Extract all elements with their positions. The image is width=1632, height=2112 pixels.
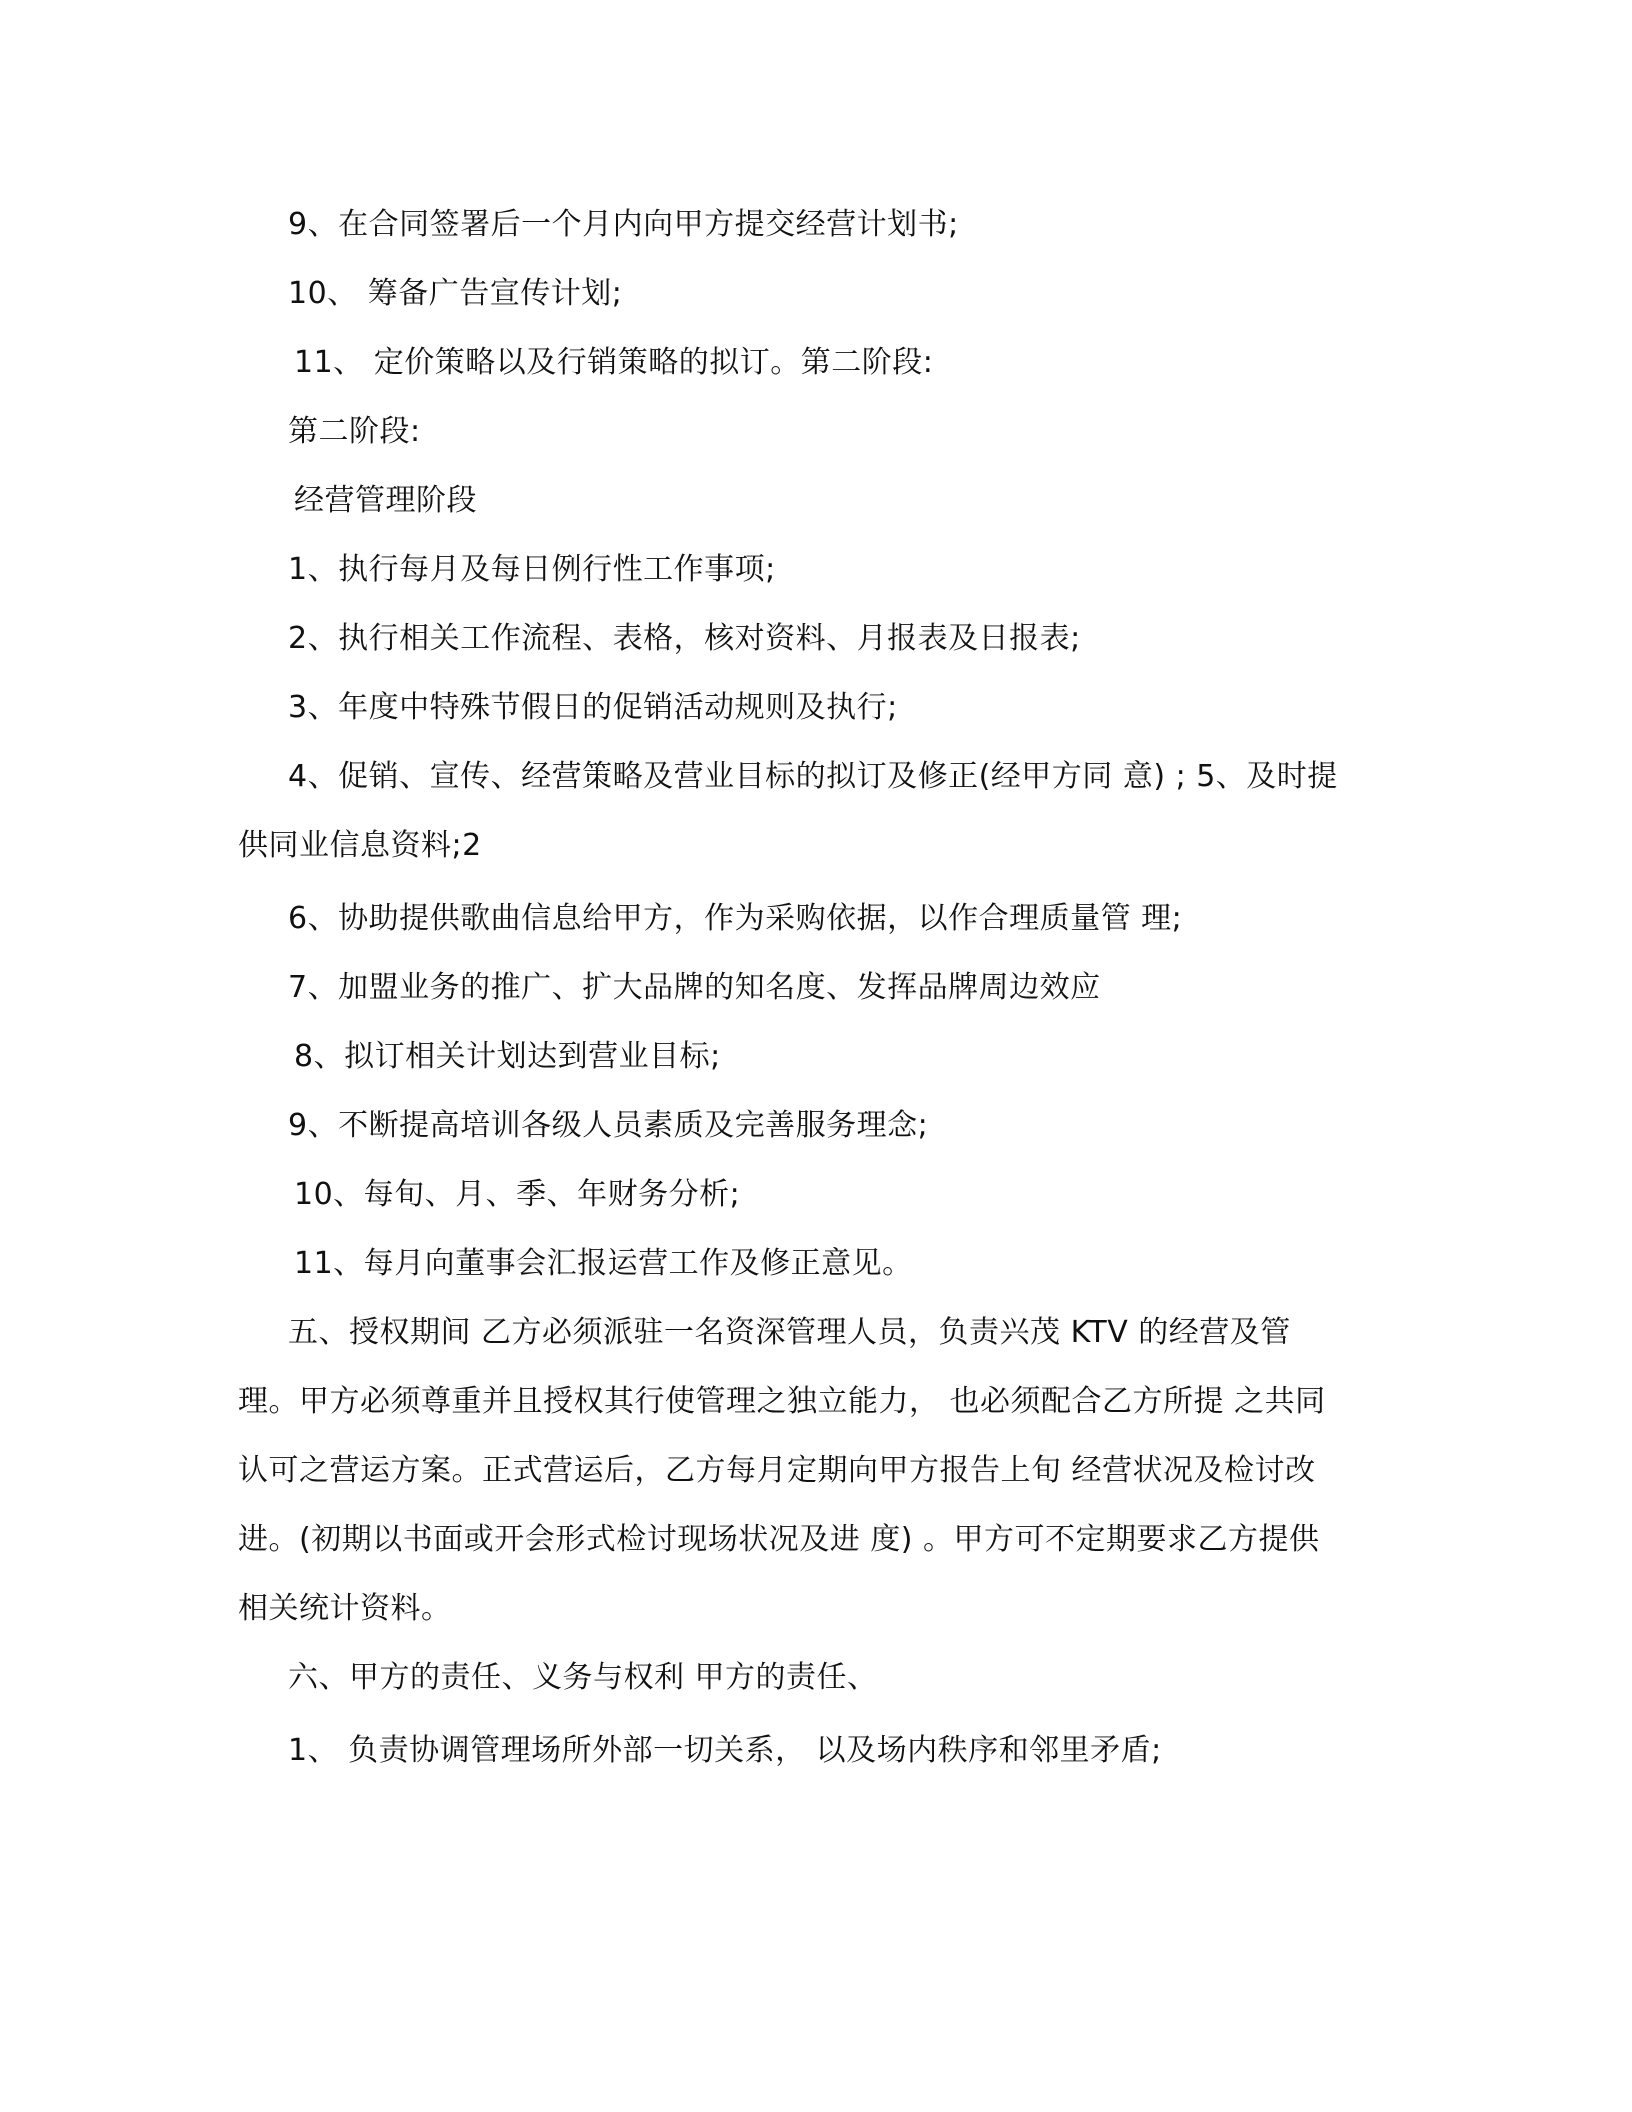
text-line-19: 认可之营运方案。正式营运后，乙方每月定期向甲方报告上旬 经营状况及检讨改 (238, 1453, 1316, 1488)
text-line-7: 2、执行相关工作流程、表格，核对资料、月报表及日报表; (288, 621, 1081, 656)
text-line-4: 第二阶段: (288, 414, 421, 449)
text-line-16: 11、每月向董事会汇报运营工作及修正意见。 (294, 1246, 913, 1281)
text-line-3: 11、 定价策略以及行销策略的拟订。第二阶段: (294, 345, 934, 380)
text-line-6: 1、执行每月及每日例行性工作事项; (288, 552, 776, 587)
text-line-1: 9、在合同签署后一个月内向甲方提交经营计划书; (288, 207, 959, 242)
text-line-9: 4、促销、宣传、经营策略及营业目标的拟订及修正(经甲方同 意) ; 5、及时提 (288, 759, 1338, 794)
text-line-14: 9、不断提高培训各级人员素质及完善服务理念; (288, 1108, 929, 1143)
text-line-5: 经营管理阶段 (294, 483, 477, 518)
text-line-8: 3、年度中特殊节假日的促销活动规则及执行; (288, 690, 898, 725)
text-line-23: 1、 负责协调管理场所外部一切关系， 以及场内秩序和邻里矛盾; (288, 1733, 1162, 1768)
text-line-20: 进。(初期以书面或开会形式检讨现场状况及进 度) 。甲方可不定期要求乙方提供 (238, 1522, 1320, 1557)
text-line-13: 8、拟订相关计划达到营业目标; (294, 1039, 721, 1074)
text-line-15: 10、每旬、月、季、年财务分析; (294, 1177, 741, 1212)
text-line-11: 6、协助提供歌曲信息给甲方，作为采购依据，以作合理质量管 理; (288, 901, 1183, 936)
text-line-10: 供同业信息资料;2 (238, 828, 482, 863)
text-line-2: 10、 筹备广告宣传计划; (288, 276, 623, 311)
text-line-18: 理。甲方必须尊重并且授权其行使管理之独立能力， 也必须配合乙方所提 之共同 (238, 1384, 1326, 1419)
text-line-21: 相关统计资料。 (238, 1591, 452, 1626)
text-line-17: 五、授权期间 乙方必须派驻一名资深管理人员，负责兴茂 KTV 的经营及管 (288, 1315, 1291, 1350)
text-line-22: 六、甲方的责任、义务与权利 甲方的责任、 (288, 1660, 878, 1695)
text-line-12: 7、加盟业务的推广、扩大品牌的知名度、发挥品牌周边效应 (288, 970, 1101, 1005)
